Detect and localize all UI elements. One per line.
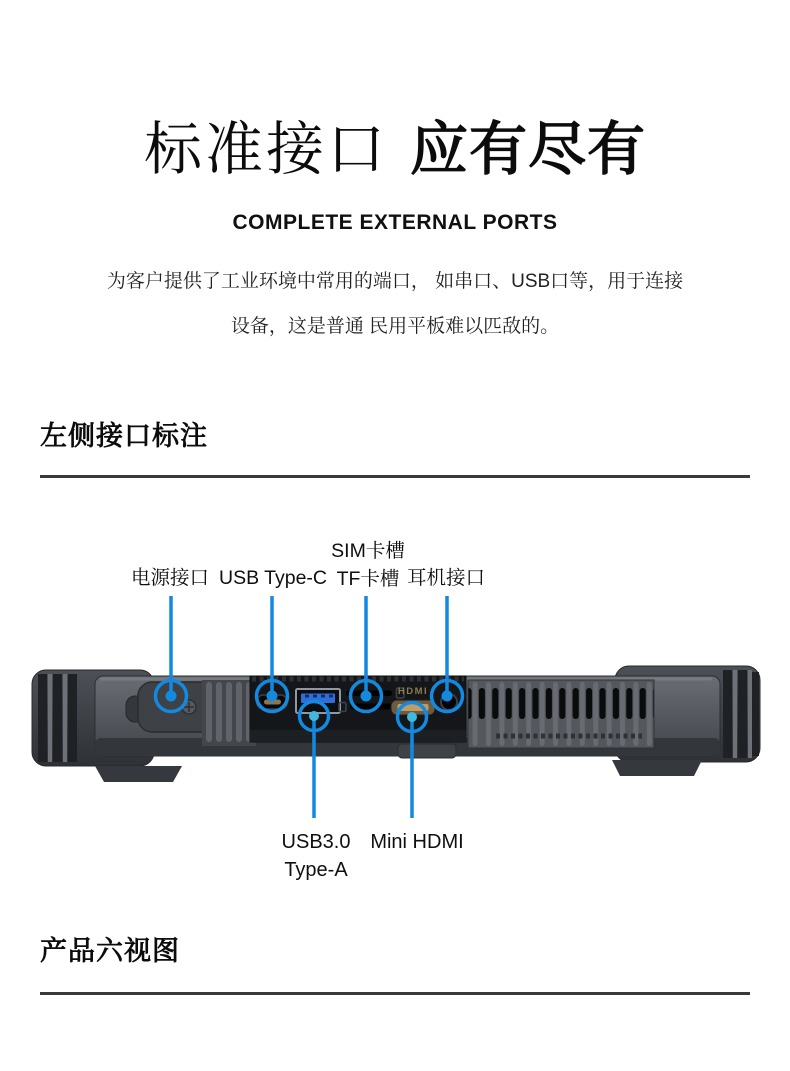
label-mini-hdmi: Mini HDMI	[370, 831, 464, 853]
page-subtitle: COMPLETE EXTERNAL PORTS	[232, 211, 558, 234]
label-usb3-line2: Type-A	[284, 859, 348, 881]
hdmi-engraving: HDMI	[397, 686, 429, 697]
section-divider-left-ports	[40, 475, 750, 478]
label-headphone-jack: 耳机接口	[406, 567, 486, 589]
vent-grille	[468, 680, 654, 748]
label-usb-type-c: USB Type-C	[218, 567, 328, 589]
rugged-tablet-side-view	[32, 666, 760, 782]
section-title-six-views: 产品六视图	[40, 936, 180, 966]
label-usb3-type-a	[282, 828, 351, 884]
description-line-1: 为客户提供了工业环境中常用的端口， 如串口、USB口等，用于连接	[106, 271, 684, 292]
page-description	[0, 259, 790, 349]
section-divider-six-views	[40, 992, 750, 995]
label-power-port: 电源接口	[130, 567, 210, 589]
label-sim-slot: SIM卡槽	[331, 540, 405, 562]
label-tf-slot: TF卡槽	[336, 568, 400, 590]
bottom-latch	[398, 744, 456, 758]
body-ridges	[202, 680, 256, 746]
description-line-2: 设备，这是普通 民用平板难以匹敌的。	[230, 316, 560, 337]
page-title-bold: 应有尽有	[410, 117, 647, 182]
page-title	[0, 114, 790, 187]
page-title-regular: 标准接口	[143, 117, 388, 182]
section-title-left-ports: 左侧接口标注	[40, 421, 208, 451]
label-sim-tf-slots	[331, 537, 405, 593]
label-usb3-line1: USB3.0	[281, 831, 351, 853]
